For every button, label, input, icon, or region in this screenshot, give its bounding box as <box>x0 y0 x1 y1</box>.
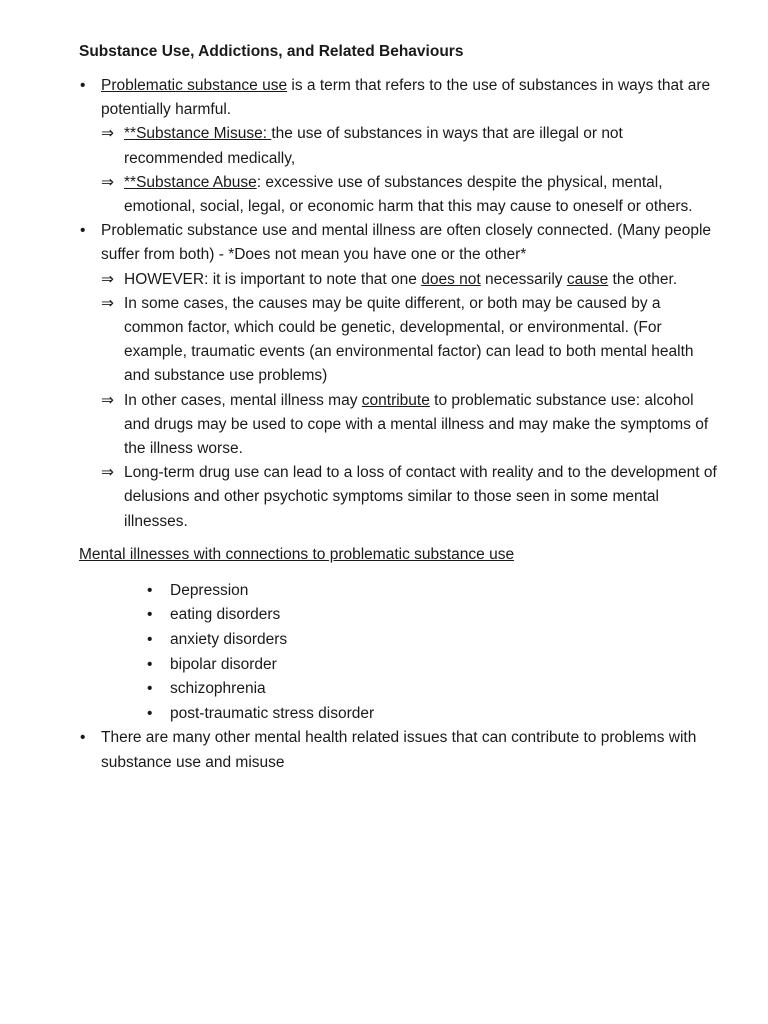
list-item-label: post-traumatic stress disorder <box>170 704 375 722</box>
sub-item-other-cases <box>79 389 719 462</box>
arrow-icon: ⇒ <box>101 391 114 409</box>
text-fragment: HOWEVER: it is important to note that one <box>124 270 422 288</box>
list-item <box>79 628 719 653</box>
bullet-connection-mental-illness <box>79 219 719 267</box>
sub-item-long-term-drug-use <box>79 461 719 534</box>
bullet-dot: • <box>147 704 153 722</box>
sub-item-substance-abuse <box>79 171 719 219</box>
document-page <box>79 40 719 775</box>
sub-item-however <box>79 268 719 292</box>
arrow-icon: ⇒ <box>101 125 114 143</box>
text-fragment: necessarily <box>480 270 567 288</box>
list-item <box>79 702 719 727</box>
list-item-label: anxiety disorders <box>170 631 288 649</box>
bullet-problematic-substance-use <box>79 74 719 122</box>
sub-item-text: Long-term drug use can lead to a loss of contact with reality and to the development of delusions and other psychotic symptoms similar to those seen in some mental illnesses. <box>124 464 717 530</box>
list-item <box>79 579 719 604</box>
underlined-does-not: does not <box>421 270 481 288</box>
bullet-dot: • <box>147 655 153 673</box>
list-item-label: schizophrenia <box>170 680 266 698</box>
arrow-icon: ⇒ <box>101 270 114 288</box>
bullet-dot: • <box>147 606 153 624</box>
bullet-dot: • <box>80 222 86 240</box>
list-item-label: eating disorders <box>170 606 281 624</box>
list-item <box>79 677 719 702</box>
document-title: Substance Use, Addictions, and Related Behaviours <box>79 43 464 60</box>
list-item-label: bipolar disorder <box>170 655 277 673</box>
bullet-dot: • <box>80 77 86 94</box>
term-substance-misuse: **Substance Misuse: <box>124 125 272 143</box>
term-problematic-substance-use: Problematic substance use <box>101 77 288 94</box>
underlined-contribute: contribute <box>361 391 430 409</box>
arrow-icon: ⇒ <box>101 294 114 312</box>
text-fragment: to problematic substance use: alcohol and drugs may be used to cope with a mental illness and may make the symptoms of the illness worse. <box>124 391 709 458</box>
bullet-dot: • <box>80 729 86 747</box>
bullet-dot: • <box>147 680 153 698</box>
sub-item-some-cases <box>79 292 719 389</box>
sub-item-substance-misuse <box>79 122 719 170</box>
text-fragment: the other. <box>608 270 678 288</box>
definition-text: : excessive use of substances despite the physical, mental, emotional, social, legal, or economic harm that this may cause to oneself or others. <box>124 173 693 216</box>
bullet-dot: • <box>147 631 153 649</box>
bullet-other-issues <box>79 726 719 774</box>
arrow-icon: ⇒ <box>101 464 114 482</box>
definition-text: the use of substances in ways that are illegal or not recommended medically, <box>124 125 623 167</box>
term-substance-abuse: **Substance Abuse <box>124 173 257 191</box>
bullet-dot: • <box>147 581 153 599</box>
list-item <box>79 653 719 678</box>
sub-item-text: In some cases, the causes may be quite different, or both may be caused by a common factor, which could be genetic, developmental, or environmental. (For example, traumatic events (an environmental factor) can lead to both mental health and substance use problems) <box>124 294 694 385</box>
list-item <box>79 603 719 628</box>
list-item-label: Depression <box>170 581 249 599</box>
definition-text: is a term that refers to the use of substances in ways that are potentially harmful. <box>101 77 711 119</box>
subheading-mental-illnesses: Mental illnesses with connections to problematic substance use <box>79 545 515 563</box>
bullet-text: Problematic substance use and mental illness are often closely connected. (Many people suffer from both) - *Does not mean you have one or the other* <box>101 222 712 264</box>
text-fragment: In other cases, mental illness may <box>124 391 362 409</box>
illness-list <box>79 579 719 727</box>
arrow-icon: ⇒ <box>101 173 114 191</box>
underlined-cause: cause <box>566 270 609 288</box>
bullet-text: There are many other mental health related issues that can contribute to problems with substance use and misuse <box>101 729 697 771</box>
